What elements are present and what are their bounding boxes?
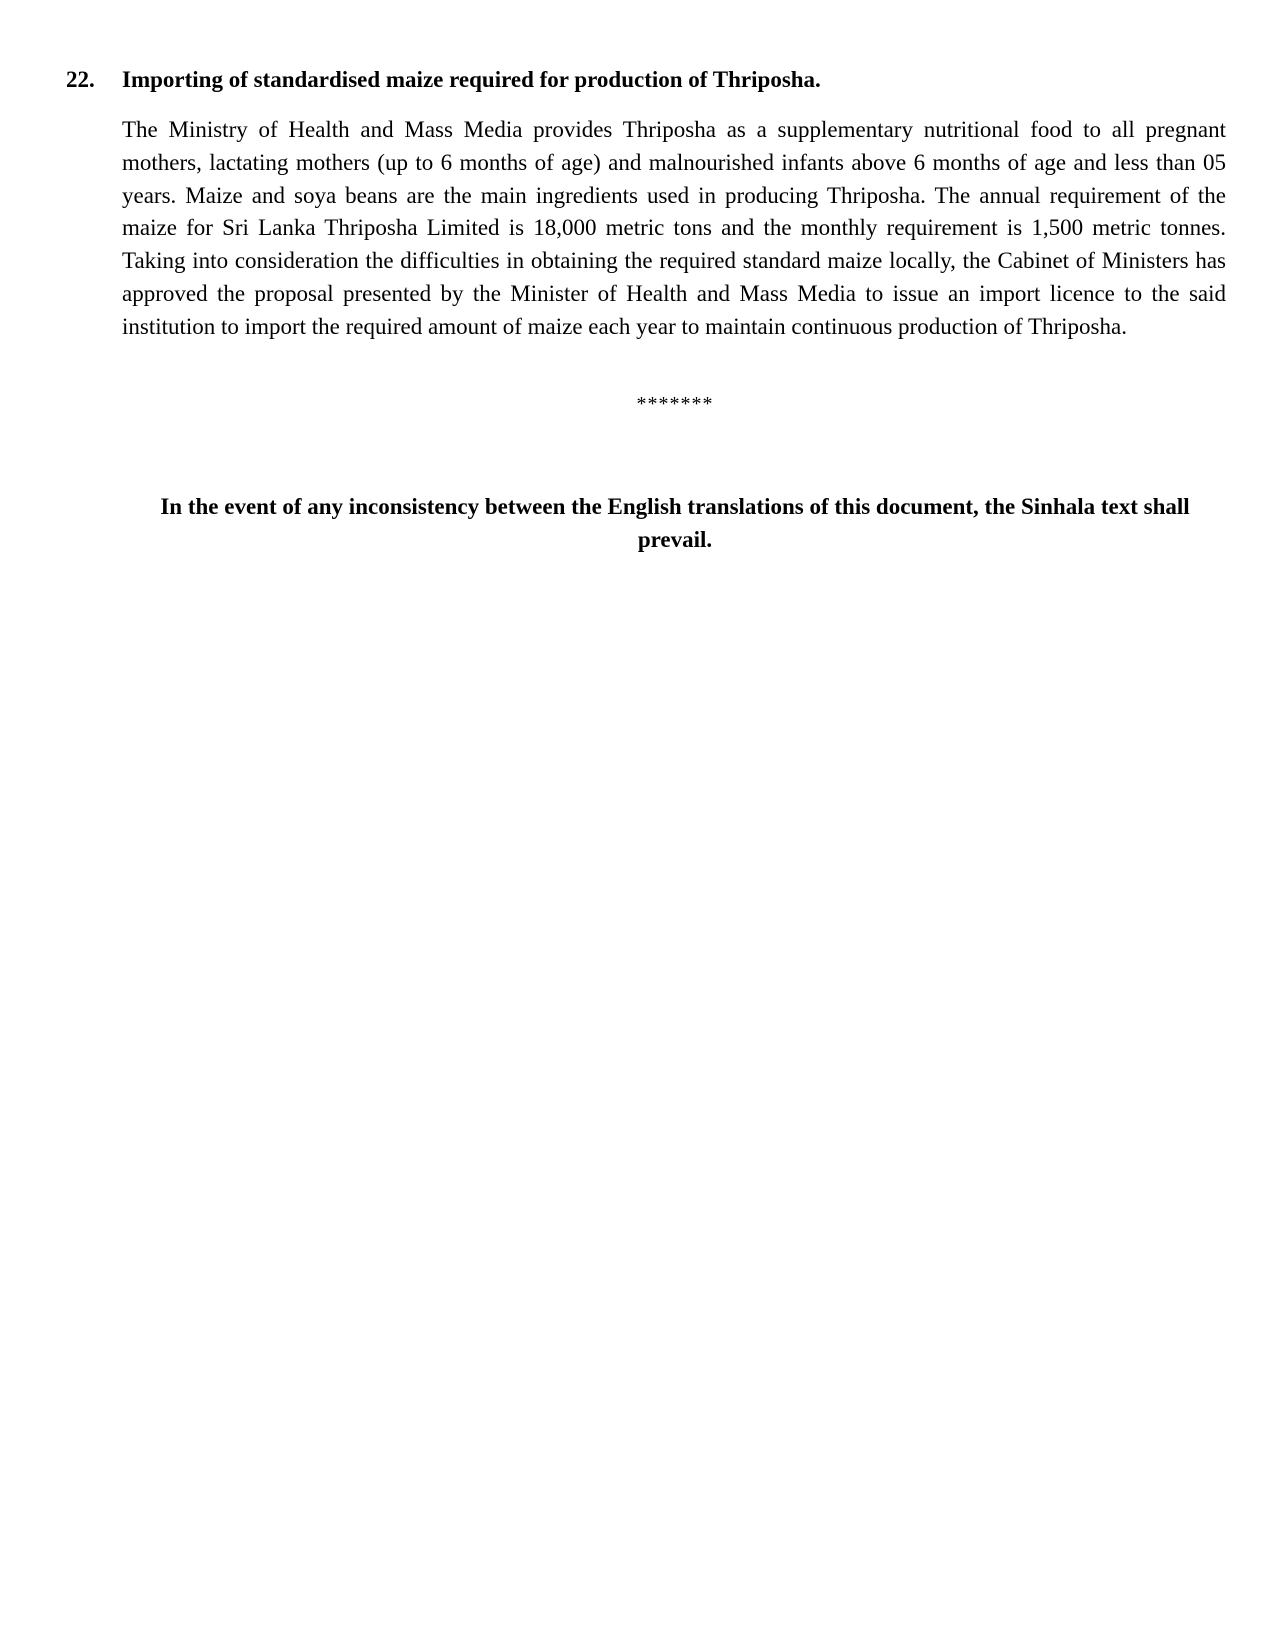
item-heading [66,64,1226,96]
section-separator: ******* [636,393,714,415]
item-title: Importing of standardised maize required for production of Thriposha. [122,67,821,92]
translation-disclaimer: In the event of any inconsistency between the English translations of this document, the Sinhala text shall prevail. [160,494,1190,552]
item-number: 22. [66,67,95,92]
item-body-paragraph: The Ministry of Health and Mass Media provides Thriposha as a supplementary nutritional food to all pregnant mothers, lactating mothers (up to 6 months of age) and malnourished infants above 6 months of age and less than 05 years. Maize and soya beans are the main ingredients used in producing Thriposha. The annual requirement of the maize for Sri Lanka Thriposha Limited is 18,000 metric tons and the monthly requirement is 1,500 metric tonnes. Taking into consideration the difficulties in obtaining the required standard maize locally, the Cabinet of Ministers has approved the proposal presented by the Minister of Health and Mass Media to issue an import licence to the said institution to import the required amount of maize each year to maintain continuous production of Thriposha. [122,117,1226,339]
